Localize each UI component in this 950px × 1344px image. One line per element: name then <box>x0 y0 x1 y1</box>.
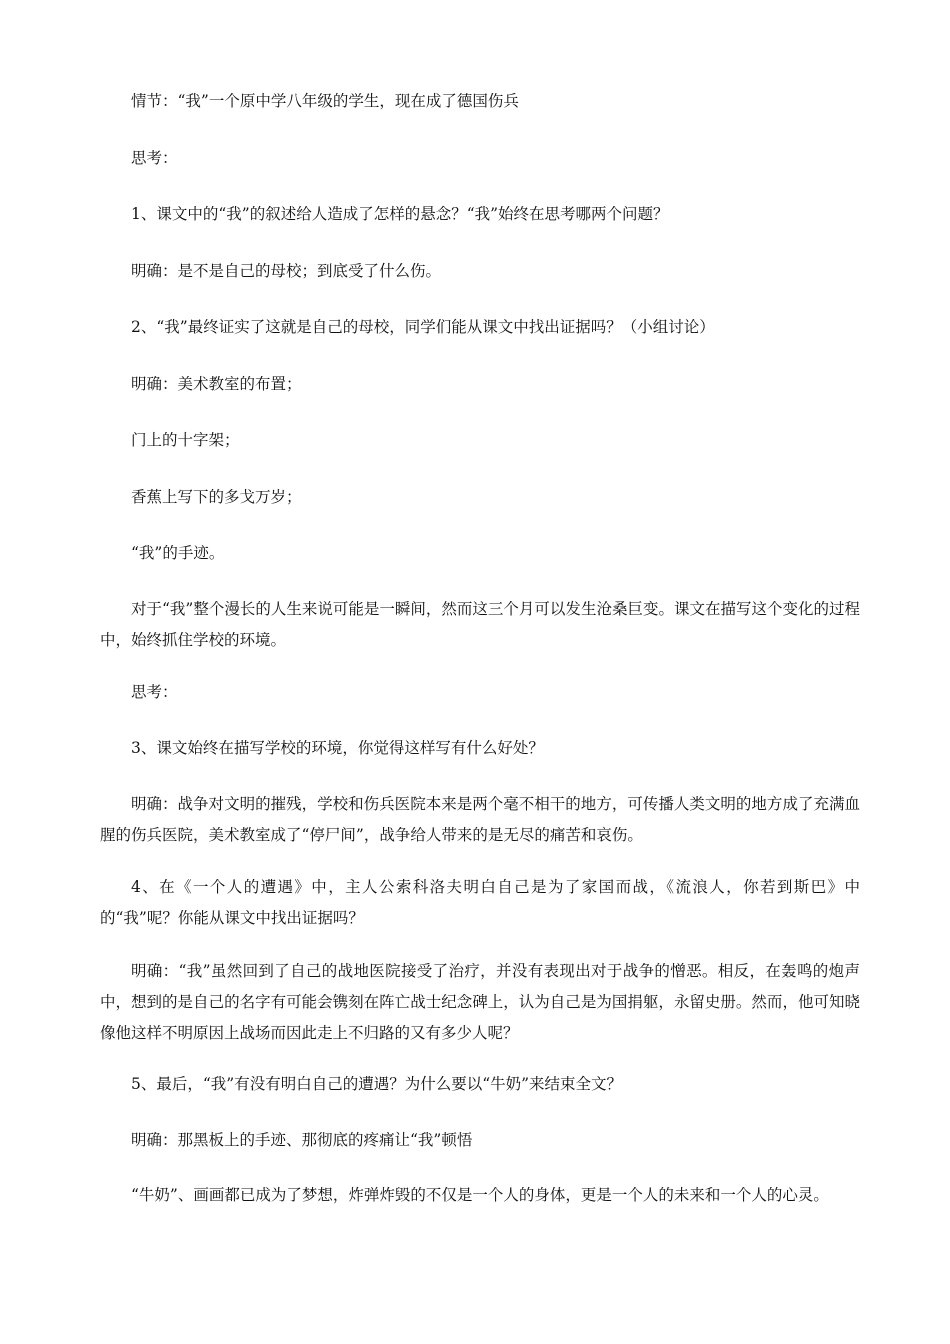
paragraph-answer-2: 明确：美术教室的布置； <box>131 375 302 393</box>
paragraph-plot: 情节：“我”一个原中学八年级的学生，现在成了德国伤兵 <box>131 92 519 110</box>
paragraph-think-heading: 思考： <box>131 149 178 167</box>
paragraph-answer-5: 明确：那黑板上的手迹、那彻底的疼痛让“我”顿悟 <box>131 1131 473 1149</box>
paragraph-conclusion: “牛奶”、画画都已成为了梦想，炸弹炸毁的不仅是一个人的身体，更是一个人的未来和一个人的心灵。 <box>131 1186 829 1204</box>
paragraph-question-3: 3、课文始终在描写学校的环境，你觉得这样写有什么好处？ <box>131 739 544 757</box>
paragraph-answer-3: 明确：战争对文明的摧残，学校和伤兵医院本来是两个毫不相干的地方，可传播人类文明的地方成了充满血腥的伤兵医院，美术教室成了“停尸间”，战争给人带来的是无尽的痛苦和哀伤。 <box>100 795 860 844</box>
paragraph-question-2: 2、“我”最终证实了这就是自己的母校，同学们能从课文中找出证据吗？（小组讨论） <box>131 318 715 336</box>
paragraph-evidence-cross: 门上的十字架； <box>131 431 240 449</box>
paragraph-answer-1: 明确：是不是自己的母校；到底受了什么伤。 <box>131 262 442 280</box>
paragraph-evidence-banana: 香蕉上写下的多戈万岁； <box>131 488 302 506</box>
paragraph-question-4: 4、在《一个人的遭遇》中，主人公索科洛夫明白自己是为了家国而战，《流浪人，你若到斯巴》中的“我”呢？你能从课文中找出证据吗？ <box>100 878 860 927</box>
paragraph-evidence-handwriting: “我”的手迹。 <box>131 544 225 562</box>
paragraph-question-5: 5、最后，“我”有没有明白自己的遭遇？为什么要以“牛奶”来结束全文？ <box>131 1075 623 1093</box>
paragraph-think-heading-2: 思考： <box>131 683 178 701</box>
paragraph-transition: 对于“我”整个漫长的人生来说可能是一瞬间，然而这三个月可以发生沧桑巨变。课文在描写这个变化的过程中，始终抓住学校的环境。 <box>100 600 860 649</box>
paragraph-answer-4: 明确：“我”虽然回到了自己的战地医院接受了治疗，并没有表现出对于战争的憎恶。相反，在轰鸣的炮声中，想到的是自己的名字有可能会镌刻在阵亡战士纪念碑上，认为自己是为国捐躯，永留史册。然而，他可知晓像他这样不明原因上战场而因此走上不归路的又有多少人呢？ <box>100 962 860 1042</box>
paragraph-question-1: 1、课文中的“我”的叙述给人造成了怎样的悬念？“我”始终在思考哪两个问题？ <box>131 205 669 223</box>
